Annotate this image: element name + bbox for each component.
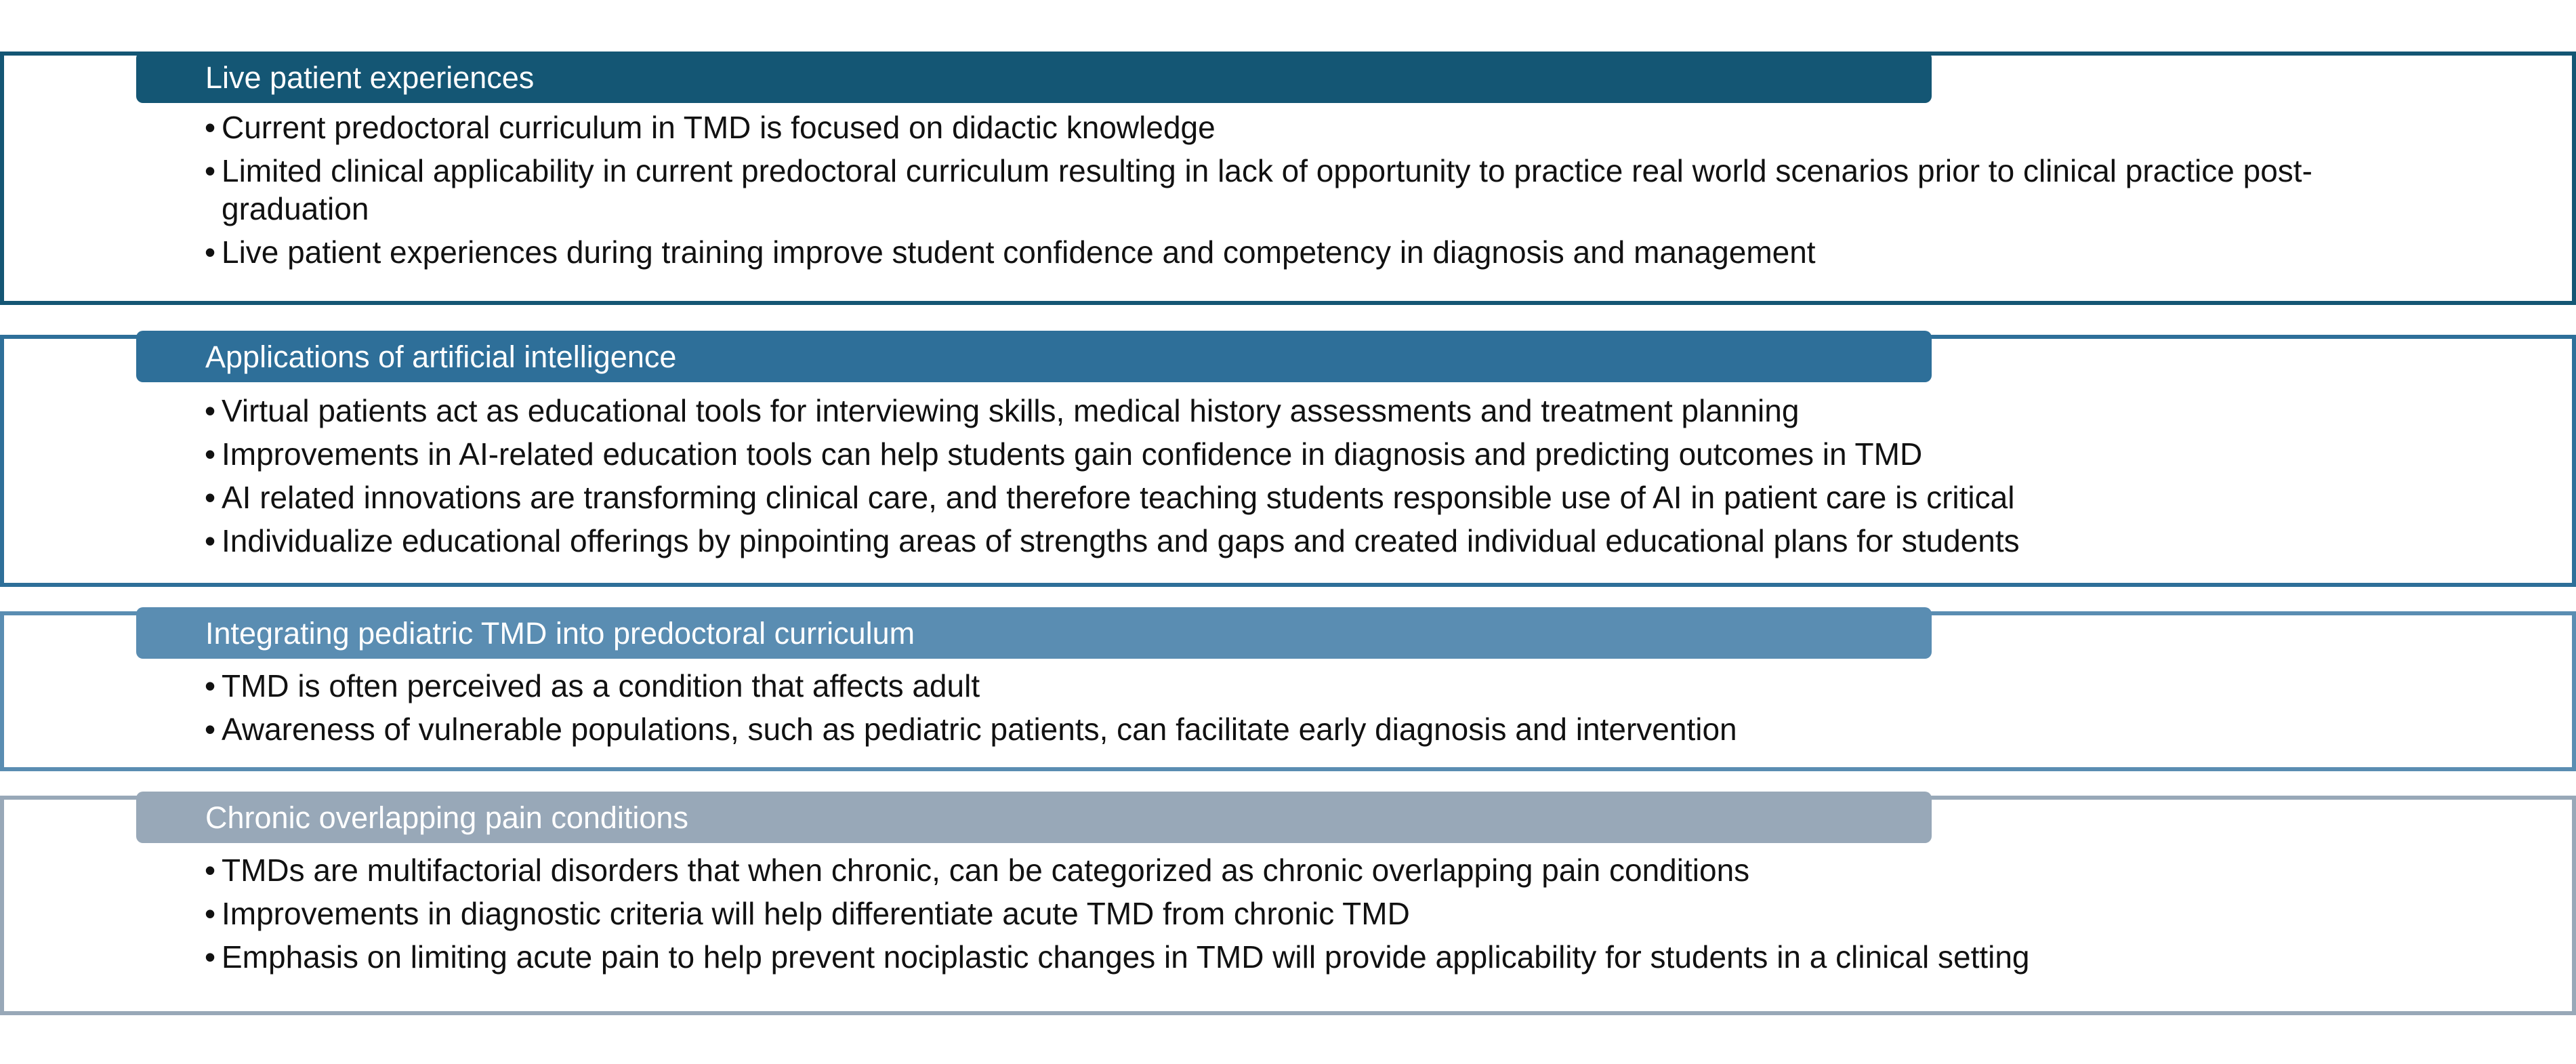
bullet-text: Limited clinical applicability in current predoctoral curriculum resulting in lack of opportunity to practice real world scenarios prior to clinical practice post-graduation [222, 153, 2312, 226]
bullet-item [205, 851, 2359, 889]
bullet-text: Current predoctoral curriculum in TMD is focused on didactic knowledge [222, 110, 1216, 145]
bullet-text: Live patient experiences during training improve student confidence and competency in diagnosis and management [222, 234, 1816, 270]
bullet-text: Individualize educational offerings by pinpointing areas of strengths and gaps and created individual educational plans for students [222, 523, 2020, 558]
bullet-item [205, 667, 2359, 705]
bullet-item [205, 108, 2359, 146]
bullet-icon: • [205, 853, 216, 888]
bullet-icon: • [205, 110, 216, 145]
bullet-text: TMDs are multifactorial disorders that when chronic, can be categorized as chronic overlapping pain conditions [222, 853, 1750, 888]
bullet-icon: • [205, 939, 216, 975]
section-header: Chronic overlapping pain conditions [136, 792, 1932, 843]
section-header: Live patient experiences [136, 52, 1932, 103]
bullet-list [205, 851, 2359, 981]
section-live-patient-experiences [0, 52, 2576, 305]
bullet-icon: • [205, 480, 216, 515]
bullet-list [205, 108, 2359, 277]
bullet-item [205, 435, 2359, 473]
bullet-item [205, 895, 2359, 933]
section-chronic-overlapping-pain [0, 796, 2576, 1015]
bullet-icon: • [205, 234, 216, 270]
section-applications-of-ai [0, 335, 2576, 587]
bullet-icon: • [205, 896, 216, 931]
bullet-text: Virtual patients act as educational tools for interviewing skills, medical history assessments and treatment planning [222, 393, 1800, 428]
bullet-icon: • [205, 436, 216, 472]
bullet-text: Awareness of vulnerable populations, such as pediatric patients, can facilitate early diagnosis and intervention [222, 712, 1737, 747]
bullet-text: Improvements in diagnostic criteria will help differentiate acute TMD from chronic TMD [222, 896, 1410, 931]
bullet-icon: • [205, 153, 216, 188]
bullet-list [205, 667, 2359, 754]
section-header: Integrating pediatric TMD into predoctoral curriculum [136, 607, 1932, 659]
section-pediatric-tmd [0, 611, 2576, 771]
bullet-item [205, 152, 2359, 228]
bullet-text: AI related innovations are transforming clinical care, and therefore teaching students responsible use of AI in patient care is critical [222, 480, 2015, 515]
bullet-item [205, 522, 2359, 560]
bullet-item [205, 938, 2359, 976]
bullet-icon: • [205, 712, 216, 747]
bullet-text: TMD is often perceived as a condition that affects adult [222, 668, 980, 703]
bullet-item [205, 710, 2359, 748]
bullet-icon: • [205, 393, 216, 428]
bullet-icon: • [205, 668, 216, 703]
bullet-list [205, 392, 2359, 565]
bullet-item [205, 478, 2359, 516]
section-header: Applications of artificial intelligence [136, 331, 1932, 382]
bullet-icon: • [205, 523, 216, 558]
bullet-item [205, 233, 2359, 271]
bullet-item [205, 392, 2359, 430]
bullet-text: Improvements in AI-related education tools can help students gain confidence in diagnosis and predicting outcomes in TMD [222, 436, 1923, 472]
bullet-text: Emphasis on limiting acute pain to help prevent nociplastic changes in TMD will provide applicability for students in a clinical setting [222, 939, 2030, 975]
